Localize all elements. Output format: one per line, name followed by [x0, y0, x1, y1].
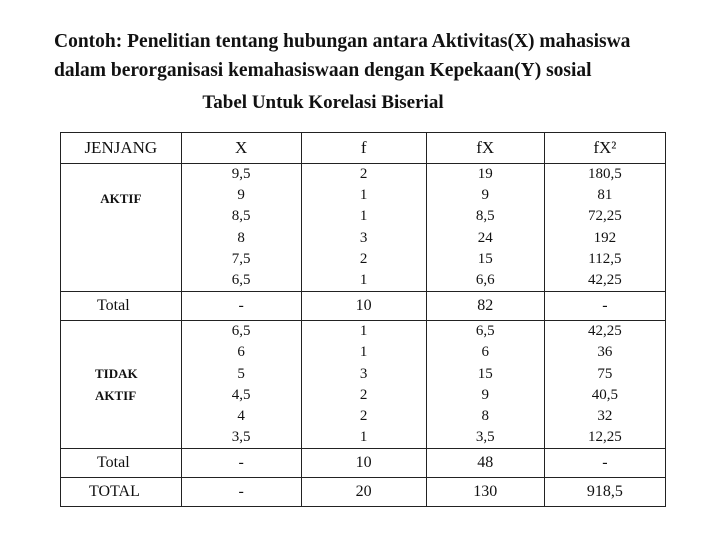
aktif-f-value: 1 — [359, 187, 368, 204]
tidak-aktif-f-value: 2 — [359, 386, 368, 403]
aktif-x-cell — [181, 164, 301, 292]
tidak-aktif-fx-value: 3,5 — [475, 429, 495, 446]
aktif-f-value: 3 — [359, 229, 368, 246]
aktif-fx2-value: 112,5 — [588, 250, 622, 267]
aktif-fx2-value: 42,25 — [588, 271, 622, 288]
tidak-aktif-fx-value: 9 — [481, 386, 489, 403]
aktif-x-value: 9,5 — [231, 166, 251, 182]
tidak-aktif-fx-value: 8 — [481, 407, 489, 424]
header-fx2: fX² — [544, 133, 665, 164]
tidak-aktif-fx-cell — [426, 321, 544, 449]
aktif-x-value: 8 — [237, 229, 245, 246]
grand-total-label: TOTAL — [61, 478, 182, 507]
aktif-f-value: 1 — [359, 271, 368, 288]
tidak-aktif-x-value: 3,5 — [231, 429, 251, 446]
tidak-aktif-x-value: 4,5 — [231, 386, 251, 403]
header-fx: fX — [426, 133, 544, 164]
table-caption-text: Tabel Untuk Korelasi Biserial — [202, 92, 444, 113]
tidak-aktif-total-f: 10 — [301, 449, 426, 478]
tidak-aktif-label-line-1: TIDAK — [95, 365, 138, 381]
tidak-aktif-f-value: 1 — [359, 323, 368, 340]
tidak-aktif-fx-value: 15 — [477, 365, 493, 382]
aktif-f-value: 2 — [359, 250, 368, 267]
tidak-aktif-label — [61, 321, 182, 449]
aktif-f-value: 1 — [359, 208, 368, 225]
grand-total-f: 20 — [301, 478, 426, 507]
tidak-aktif-fx2-value: 42,25 — [588, 323, 622, 340]
tidak-aktif-x-value: 6,5 — [231, 323, 251, 340]
biserial-correlation-table — [60, 132, 666, 507]
aktif-fx-value: 8,5 — [475, 208, 495, 225]
aktif-f-value: 2 — [359, 166, 368, 182]
tidak-aktif-total-label: Total — [61, 449, 182, 478]
table-caption — [0, 92, 650, 114]
tidak-aktif-f-cell — [301, 321, 426, 449]
aktif-total-f: 10 — [301, 292, 426, 321]
aktif-fx-value: 15 — [477, 250, 493, 267]
tidak-aktif-fx2-value: 32 — [597, 407, 613, 424]
aktif-x-value: 7,5 — [231, 250, 251, 267]
header-x: X — [181, 133, 301, 164]
header-jenjang: JENJANG — [61, 133, 182, 164]
aktif-fx2-value: 180,5 — [588, 166, 622, 182]
aktif-total-fx: 82 — [426, 292, 544, 321]
aktif-fx2-value: 192 — [593, 229, 617, 246]
aktif-total-label: Total — [61, 292, 182, 321]
aktif-label: AKTIF — [61, 164, 182, 292]
tidak-aktif-fx2-value: 40,5 — [591, 386, 618, 403]
tidak-aktif-total-row — [61, 449, 666, 478]
aktif-fx-value: 6,6 — [475, 271, 495, 288]
aktif-fx-value: 9 — [481, 187, 489, 204]
grand-total-x: - — [181, 478, 301, 507]
tidak-aktif-fx2-value: 75 — [597, 365, 613, 382]
aktif-fx-cell — [426, 164, 544, 292]
intro-line-2: dalam berorganisasi kemahasiswaan dengan Kepekaan(Y) sosial — [54, 60, 592, 81]
aktif-fx2-value: 72,25 — [588, 208, 622, 225]
tidak-aktif-x-value: 5 — [237, 365, 245, 382]
aktif-group-row — [61, 164, 666, 292]
aktif-total-x: - — [181, 292, 301, 321]
tidak-aktif-fx-value: 6 — [481, 344, 489, 361]
tidak-aktif-total-fx2: - — [544, 449, 665, 478]
tidak-aktif-group-row — [61, 321, 666, 449]
aktif-fx-value: 19 — [477, 166, 493, 182]
tidak-aktif-f-value: 1 — [359, 429, 368, 446]
tidak-aktif-total-fx: 48 — [426, 449, 544, 478]
aktif-x-value: 8,5 — [231, 208, 251, 225]
tidak-aktif-fx2-value: 36 — [597, 344, 613, 361]
tidak-aktif-label-line-2: AKTIF — [95, 387, 137, 403]
tidak-aktif-f-value: 2 — [359, 407, 368, 424]
tidak-aktif-x-value: 4 — [237, 407, 245, 424]
grand-total-row — [61, 478, 666, 507]
aktif-total-fx2: - — [544, 292, 665, 321]
header-f: f — [301, 133, 426, 164]
aktif-fx2-value: 81 — [597, 187, 613, 204]
aktif-f-cell — [301, 164, 426, 292]
tidak-aktif-total-x: - — [181, 449, 301, 478]
tidak-aktif-fx-value: 6,5 — [475, 323, 495, 340]
tidak-aktif-f-value: 1 — [359, 344, 368, 361]
grand-total-fx: 130 — [426, 478, 544, 507]
aktif-fx2-cell — [544, 164, 665, 292]
intro-text — [54, 27, 704, 85]
tidak-aktif-f-value: 3 — [359, 365, 368, 382]
aktif-fx-value: 24 — [477, 229, 493, 246]
tidak-aktif-x-cell — [181, 321, 301, 449]
tidak-aktif-fx2-cell — [544, 321, 665, 449]
tidak-aktif-fx2-value: 12,25 — [588, 429, 622, 446]
intro-line-1: Contoh: Penelitian tentang hubungan antara Aktivitas(X) mahasiswa — [54, 31, 631, 52]
aktif-x-value: 9 — [237, 187, 245, 204]
header-row — [61, 133, 666, 164]
tidak-aktif-x-value: 6 — [237, 344, 245, 361]
grand-total-fx2: 918,5 — [544, 478, 665, 507]
aktif-x-value: 6,5 — [231, 271, 251, 288]
aktif-total-row — [61, 292, 666, 321]
